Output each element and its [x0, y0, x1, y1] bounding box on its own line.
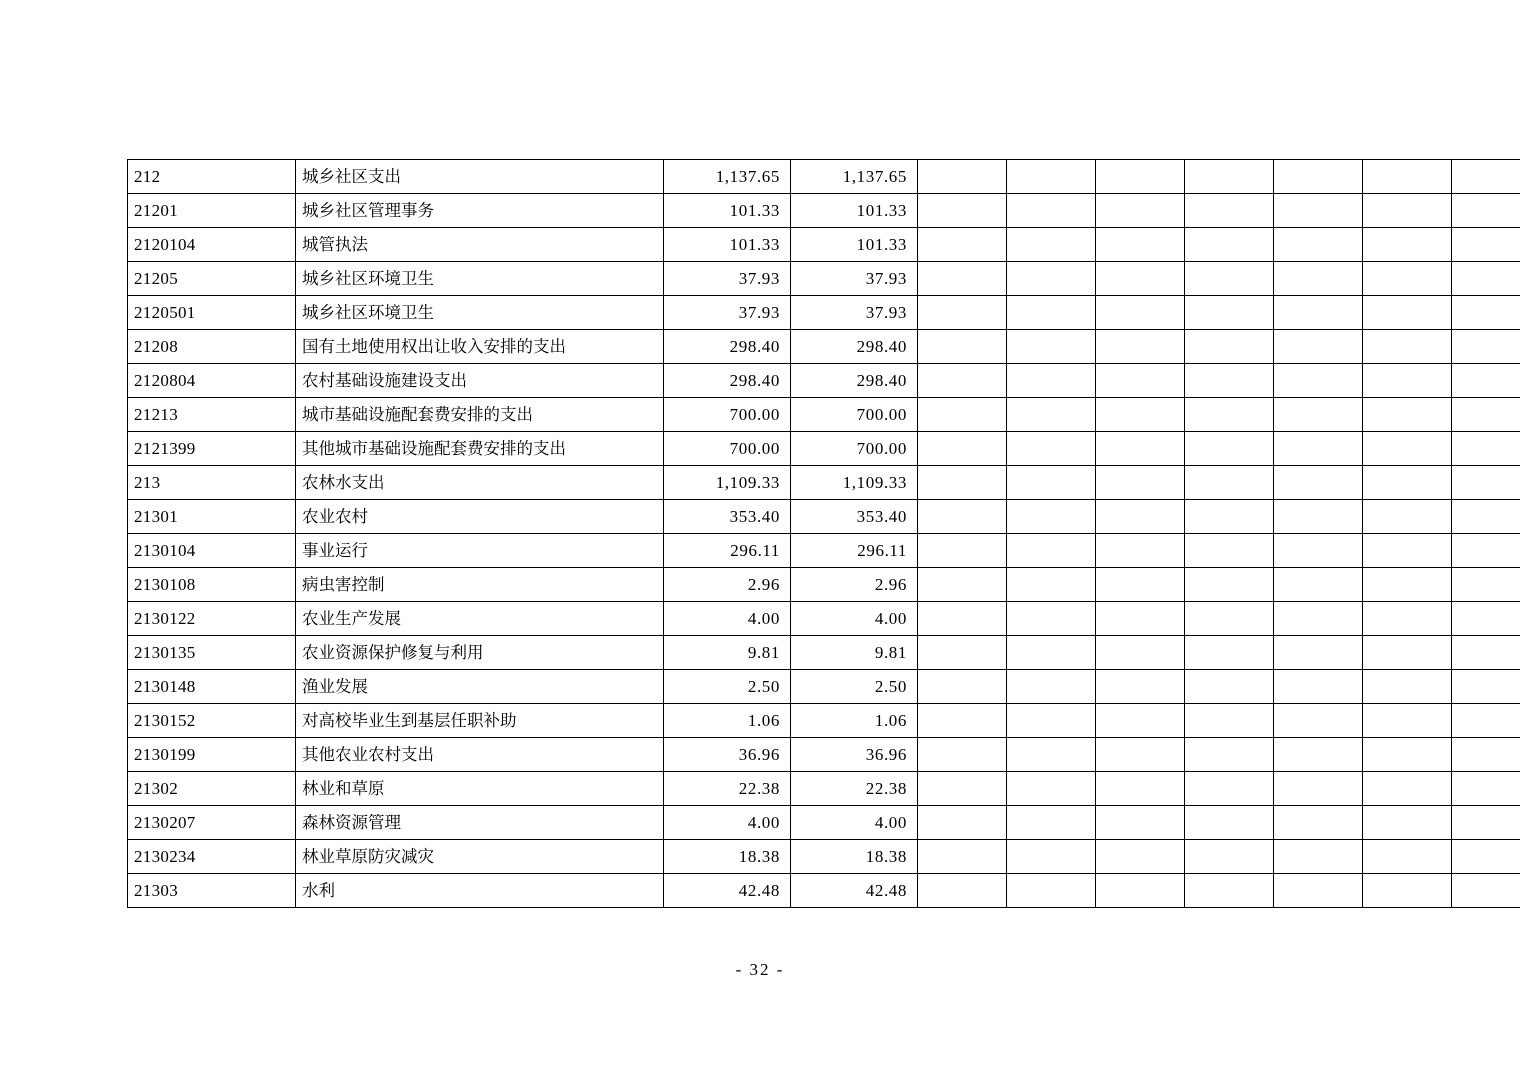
cell-empty [1452, 398, 1520, 432]
cell-empty [1007, 772, 1096, 806]
cell-amount-secondary: 22.38 [791, 772, 918, 806]
cell-empty [1007, 296, 1096, 330]
cell-amount-total: 353.40 [664, 500, 791, 534]
cell-code: 21302 [128, 772, 296, 806]
cell-amount-secondary: 36.96 [791, 738, 918, 772]
cell-code: 21205 [128, 262, 296, 296]
cell-empty [1096, 704, 1185, 738]
cell-empty [918, 738, 1007, 772]
table-row [128, 296, 1520, 330]
cell-amount-secondary: 298.40 [791, 364, 918, 398]
cell-empty [1363, 330, 1452, 364]
cell-empty [1096, 840, 1185, 874]
cell-empty [1363, 534, 1452, 568]
cell-code: 213 [128, 466, 296, 500]
cell-amount-total: 4.00 [664, 806, 791, 840]
cell-item-name: 农村基础设施建设支出 [296, 364, 664, 398]
cell-empty [1274, 160, 1363, 194]
cell-amount-total: 36.96 [664, 738, 791, 772]
cell-empty [1096, 806, 1185, 840]
cell-empty [918, 262, 1007, 296]
cell-empty [1007, 670, 1096, 704]
cell-empty [1274, 228, 1363, 262]
cell-amount-secondary: 700.00 [791, 432, 918, 466]
table-row [128, 398, 1520, 432]
cell-empty [1096, 636, 1185, 670]
cell-empty [1185, 568, 1274, 602]
cell-empty [918, 670, 1007, 704]
cell-empty [1185, 262, 1274, 296]
table-row [128, 806, 1520, 840]
cell-item-name: 城市基础设施配套费安排的支出 [296, 398, 664, 432]
cell-code: 2130199 [128, 738, 296, 772]
cell-empty [1452, 364, 1520, 398]
cell-empty [1452, 330, 1520, 364]
cell-empty [918, 466, 1007, 500]
cell-amount-secondary: 4.00 [791, 602, 918, 636]
cell-empty [1185, 704, 1274, 738]
cell-empty [1274, 602, 1363, 636]
cell-amount-secondary: 37.93 [791, 296, 918, 330]
cell-empty [1363, 160, 1452, 194]
cell-empty [1096, 534, 1185, 568]
cell-empty [1363, 432, 1452, 466]
cell-amount-secondary: 298.40 [791, 330, 918, 364]
cell-empty [1274, 194, 1363, 228]
cell-code: 2120104 [128, 228, 296, 262]
cell-amount-total: 298.40 [664, 364, 791, 398]
cell-empty [1096, 296, 1185, 330]
cell-amount-total: 298.40 [664, 330, 791, 364]
cell-amount-total: 42.48 [664, 874, 791, 908]
cell-amount-total: 37.93 [664, 262, 791, 296]
cell-empty [1363, 738, 1452, 772]
cell-amount-total: 1,109.33 [664, 466, 791, 500]
cell-amount-secondary: 2.50 [791, 670, 918, 704]
table-row [128, 364, 1520, 398]
cell-empty [1185, 806, 1274, 840]
cell-empty [1363, 874, 1452, 908]
cell-code: 2130152 [128, 704, 296, 738]
cell-amount-total: 9.81 [664, 636, 791, 670]
cell-empty [1274, 398, 1363, 432]
cell-empty [1363, 228, 1452, 262]
cell-empty [1452, 738, 1520, 772]
cell-item-name: 林业和草原 [296, 772, 664, 806]
cell-empty [1007, 432, 1096, 466]
cell-code: 21301 [128, 500, 296, 534]
cell-code: 2130135 [128, 636, 296, 670]
cell-empty [1452, 194, 1520, 228]
cell-code: 2130104 [128, 534, 296, 568]
cell-amount-secondary: 1,109.33 [791, 466, 918, 500]
cell-empty [1363, 670, 1452, 704]
cell-empty [1007, 194, 1096, 228]
cell-empty [1363, 262, 1452, 296]
cell-empty [1274, 636, 1363, 670]
table-row [128, 432, 1520, 466]
cell-empty [1452, 806, 1520, 840]
cell-amount-secondary: 2.96 [791, 568, 918, 602]
table-row [128, 840, 1520, 874]
cell-empty [1185, 602, 1274, 636]
cell-empty [1096, 738, 1185, 772]
cell-code: 2120804 [128, 364, 296, 398]
cell-empty [1007, 738, 1096, 772]
cell-empty [1363, 296, 1452, 330]
table-row [128, 602, 1520, 636]
cell-empty [918, 772, 1007, 806]
cell-item-name: 农业资源保护修复与利用 [296, 636, 664, 670]
cell-item-name: 城乡社区管理事务 [296, 194, 664, 228]
table-row [128, 228, 1520, 262]
cell-empty [1363, 194, 1452, 228]
table-row [128, 636, 1520, 670]
cell-empty [918, 330, 1007, 364]
cell-empty [1096, 466, 1185, 500]
cell-amount-total: 4.00 [664, 602, 791, 636]
cell-empty [1185, 534, 1274, 568]
cell-code: 2130122 [128, 602, 296, 636]
cell-empty [918, 364, 1007, 398]
cell-empty [1274, 874, 1363, 908]
cell-empty [1185, 636, 1274, 670]
cell-amount-total: 101.33 [664, 228, 791, 262]
table-row [128, 466, 1520, 500]
cell-amount-total: 1,137.65 [664, 160, 791, 194]
cell-item-name: 森林资源管理 [296, 806, 664, 840]
cell-empty [1274, 738, 1363, 772]
cell-amount-secondary: 353.40 [791, 500, 918, 534]
cell-empty [1096, 874, 1185, 908]
cell-empty [1274, 704, 1363, 738]
cell-code: 21213 [128, 398, 296, 432]
cell-amount-total: 296.11 [664, 534, 791, 568]
cell-empty [1452, 704, 1520, 738]
cell-empty [1185, 228, 1274, 262]
cell-code: 21201 [128, 194, 296, 228]
cell-empty [1185, 772, 1274, 806]
cell-empty [1363, 364, 1452, 398]
cell-item-name: 农林水支出 [296, 466, 664, 500]
cell-item-name: 农业农村 [296, 500, 664, 534]
cell-empty [918, 704, 1007, 738]
table-row [128, 874, 1520, 908]
cell-empty [1096, 160, 1185, 194]
cell-amount-secondary: 1,137.65 [791, 160, 918, 194]
cell-amount-secondary: 101.33 [791, 228, 918, 262]
cell-empty [1007, 228, 1096, 262]
cell-code: 2121399 [128, 432, 296, 466]
cell-empty [1363, 602, 1452, 636]
cell-empty [1363, 568, 1452, 602]
cell-amount-total: 37.93 [664, 296, 791, 330]
cell-empty [1452, 160, 1520, 194]
cell-empty [1452, 296, 1520, 330]
cell-empty [1452, 262, 1520, 296]
cell-empty [1007, 330, 1096, 364]
cell-item-name: 林业草原防灾减灾 [296, 840, 664, 874]
cell-empty [1452, 636, 1520, 670]
cell-empty [1185, 398, 1274, 432]
cell-empty [1363, 806, 1452, 840]
cell-item-name: 对高校毕业生到基层任职补助 [296, 704, 664, 738]
budget-expenditure-table [127, 159, 1520, 908]
cell-empty [1096, 364, 1185, 398]
cell-empty [1007, 874, 1096, 908]
cell-empty [1363, 398, 1452, 432]
cell-empty [1452, 228, 1520, 262]
cell-empty [918, 636, 1007, 670]
cell-empty [1185, 160, 1274, 194]
cell-item-name: 城乡社区环境卫生 [296, 262, 664, 296]
cell-empty [1096, 262, 1185, 296]
cell-amount-secondary: 18.38 [791, 840, 918, 874]
cell-empty [1007, 364, 1096, 398]
table-row [128, 670, 1520, 704]
cell-empty [1274, 534, 1363, 568]
cell-empty [918, 194, 1007, 228]
cell-empty [1185, 874, 1274, 908]
cell-empty [1007, 840, 1096, 874]
cell-item-name: 其他城市基础设施配套费安排的支出 [296, 432, 664, 466]
cell-empty [918, 398, 1007, 432]
table-row [128, 194, 1520, 228]
cell-empty [1007, 466, 1096, 500]
cell-item-name: 城管执法 [296, 228, 664, 262]
cell-empty [1274, 296, 1363, 330]
cell-amount-secondary: 700.00 [791, 398, 918, 432]
cell-item-name: 渔业发展 [296, 670, 664, 704]
cell-item-name: 水利 [296, 874, 664, 908]
cell-empty [1007, 602, 1096, 636]
cell-amount-total: 1.06 [664, 704, 791, 738]
cell-empty [1185, 432, 1274, 466]
cell-empty [1274, 568, 1363, 602]
cell-empty [1274, 772, 1363, 806]
cell-empty [1185, 194, 1274, 228]
cell-empty [1452, 432, 1520, 466]
cell-amount-total: 2.50 [664, 670, 791, 704]
cell-code: 2130234 [128, 840, 296, 874]
cell-empty [1274, 840, 1363, 874]
cell-empty [1096, 330, 1185, 364]
cell-empty [1363, 704, 1452, 738]
cell-empty [1007, 568, 1096, 602]
cell-amount-secondary: 42.48 [791, 874, 918, 908]
cell-empty [1452, 772, 1520, 806]
cell-empty [918, 296, 1007, 330]
cell-empty [1452, 670, 1520, 704]
cell-code: 21303 [128, 874, 296, 908]
cell-empty [1452, 568, 1520, 602]
cell-empty [1274, 364, 1363, 398]
cell-code: 2130148 [128, 670, 296, 704]
cell-empty [1096, 602, 1185, 636]
table-row [128, 568, 1520, 602]
cell-amount-total: 2.96 [664, 568, 791, 602]
cell-empty [1096, 500, 1185, 534]
cell-empty [1452, 466, 1520, 500]
cell-empty [1185, 500, 1274, 534]
table-row [128, 704, 1520, 738]
cell-empty [1363, 636, 1452, 670]
cell-empty [1185, 840, 1274, 874]
cell-empty [1274, 432, 1363, 466]
cell-empty [918, 432, 1007, 466]
cell-empty [1007, 704, 1096, 738]
table-row [128, 534, 1520, 568]
cell-amount-total: 22.38 [664, 772, 791, 806]
cell-empty [1096, 568, 1185, 602]
cell-code: 2120501 [128, 296, 296, 330]
cell-empty [1007, 636, 1096, 670]
cell-empty [1185, 330, 1274, 364]
cell-item-name: 国有土地使用权出让收入安排的支出 [296, 330, 664, 364]
cell-item-name: 事业运行 [296, 534, 664, 568]
cell-amount-total: 700.00 [664, 432, 791, 466]
cell-empty [1185, 466, 1274, 500]
cell-empty [1096, 398, 1185, 432]
cell-empty [918, 228, 1007, 262]
cell-empty [1007, 500, 1096, 534]
cell-empty [1274, 466, 1363, 500]
cell-amount-secondary: 1.06 [791, 704, 918, 738]
table-row [128, 160, 1520, 194]
cell-item-name: 城乡社区支出 [296, 160, 664, 194]
cell-empty [1096, 772, 1185, 806]
table-row [128, 738, 1520, 772]
cell-empty [1185, 296, 1274, 330]
cell-amount-secondary: 296.11 [791, 534, 918, 568]
cell-empty [918, 806, 1007, 840]
cell-empty [1452, 874, 1520, 908]
cell-empty [1096, 194, 1185, 228]
cell-empty [918, 500, 1007, 534]
table-row [128, 500, 1520, 534]
cell-empty [918, 534, 1007, 568]
cell-amount-secondary: 9.81 [791, 636, 918, 670]
cell-amount-secondary: 4.00 [791, 806, 918, 840]
cell-empty [1185, 364, 1274, 398]
cell-empty [1452, 840, 1520, 874]
cell-empty [1096, 228, 1185, 262]
cell-empty [1185, 738, 1274, 772]
cell-amount-total: 700.00 [664, 398, 791, 432]
cell-empty [918, 160, 1007, 194]
cell-item-name: 病虫害控制 [296, 568, 664, 602]
cell-code: 212 [128, 160, 296, 194]
cell-empty [1007, 262, 1096, 296]
cell-empty [1007, 806, 1096, 840]
cell-amount-secondary: 101.33 [791, 194, 918, 228]
cell-empty [1274, 330, 1363, 364]
cell-empty [1452, 500, 1520, 534]
cell-item-name: 其他农业农村支出 [296, 738, 664, 772]
cell-empty [1096, 670, 1185, 704]
cell-empty [1274, 806, 1363, 840]
cell-empty [1363, 466, 1452, 500]
table-row [128, 772, 1520, 806]
cell-empty [1007, 160, 1096, 194]
cell-empty [1007, 534, 1096, 568]
cell-empty [1007, 398, 1096, 432]
cell-empty [1452, 534, 1520, 568]
cell-amount-total: 101.33 [664, 194, 791, 228]
cell-code: 2130207 [128, 806, 296, 840]
cell-empty [918, 602, 1007, 636]
cell-amount-total: 18.38 [664, 840, 791, 874]
cell-empty [1185, 670, 1274, 704]
table-row [128, 330, 1520, 364]
cell-item-name: 城乡社区环境卫生 [296, 296, 664, 330]
table-row [128, 262, 1520, 296]
cell-empty [918, 568, 1007, 602]
cell-empty [1363, 840, 1452, 874]
cell-empty [1363, 500, 1452, 534]
cell-empty [1274, 500, 1363, 534]
cell-empty [1096, 432, 1185, 466]
cell-item-name: 农业生产发展 [296, 602, 664, 636]
page-number: - 32 - [735, 960, 785, 979]
cell-empty [918, 874, 1007, 908]
table-body [128, 160, 1520, 908]
cell-empty [1274, 670, 1363, 704]
cell-empty [1363, 772, 1452, 806]
cell-empty [1274, 262, 1363, 296]
cell-code: 2130108 [128, 568, 296, 602]
cell-empty [918, 840, 1007, 874]
cell-code: 21208 [128, 330, 296, 364]
cell-empty [1452, 602, 1520, 636]
cell-amount-secondary: 37.93 [791, 262, 918, 296]
